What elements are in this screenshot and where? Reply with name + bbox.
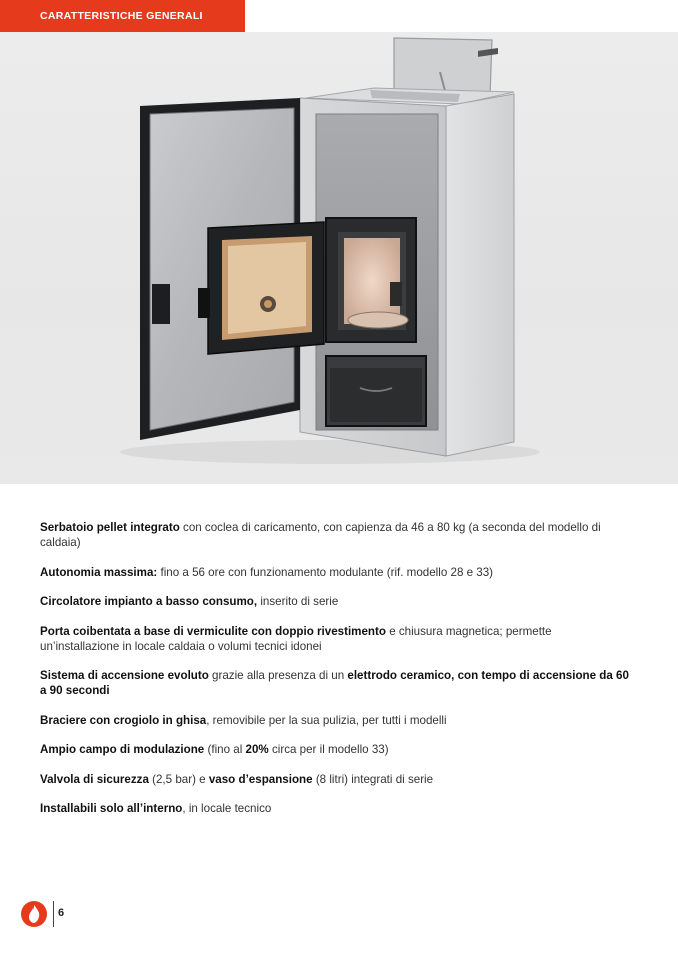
product-photo [0, 32, 678, 484]
feature-text: (8 litri) integrati di serie [312, 772, 434, 786]
feature-text: fino a 56 ore con funzionamento modulante (rif. modello 28 e 33) [157, 565, 494, 579]
feature-text: , in locale tecnico [182, 802, 272, 815]
feature-item [40, 520, 630, 550]
feature-item [40, 772, 630, 787]
feature-highlight: Valvola di sicurezza [40, 772, 149, 786]
feature-text: inserito di serie [257, 595, 339, 608]
feature-highlight: Circolatore impianto a basso consumo, [40, 595, 258, 608]
feature-highlight: Ampio campo di modulazione [40, 743, 205, 756]
feature-item [40, 742, 630, 757]
feature-highlight: vaso d’espansione [208, 772, 313, 786]
feature-highlight: Porta coibentata a base di vermiculite con doppio rivestimento [40, 624, 386, 638]
page-number: 6 [58, 907, 65, 919]
footer-separator [53, 901, 54, 927]
feature-item [40, 624, 630, 654]
feature-text: circa per il modello 33) [268, 743, 389, 756]
feature-item [40, 565, 630, 580]
feature-highlight: Serbatoio pellet integrato [40, 521, 180, 534]
feature-item [40, 801, 630, 816]
feature-item [40, 713, 630, 728]
feature-highlight: Installabili solo all’interno [40, 802, 183, 815]
feature-highlight: elettrodo ceramico, con tempo di accensione da 60 a 90 secondi [40, 669, 629, 697]
section-title: CARATTERISTICHE GENERALI [40, 10, 203, 22]
feature-text: (2,5 bar) e [148, 772, 209, 786]
pellet-boiler-illustration [0, 32, 678, 484]
feature-highlight: 20% [245, 743, 269, 756]
feature-text: , removibile per la sua pulizia, per tutti i modelli [206, 713, 447, 727]
feature-highlight: Sistema di accensione evoluto [40, 669, 209, 682]
feature-highlight: Autonomia massima: [40, 565, 158, 579]
feature-text: con coclea di caricamento, con capienza da 46 a 80 kg (a seconda del modello di caldaia) [40, 521, 601, 549]
feature-highlight: Braciere con crogiolo in ghisa [40, 713, 207, 727]
features-list [40, 520, 630, 831]
feature-text: e chiusura magnetica; permette un’installazione in locale caldaia o volumi tecnici idonei [40, 624, 552, 653]
flame-logo-icon [20, 900, 48, 928]
section-header-tab [0, 0, 245, 32]
feature-text: grazie alla presenza di un [208, 669, 348, 682]
feature-item [40, 594, 630, 609]
feature-text: (fino al [204, 743, 246, 756]
feature-item [40, 668, 630, 698]
